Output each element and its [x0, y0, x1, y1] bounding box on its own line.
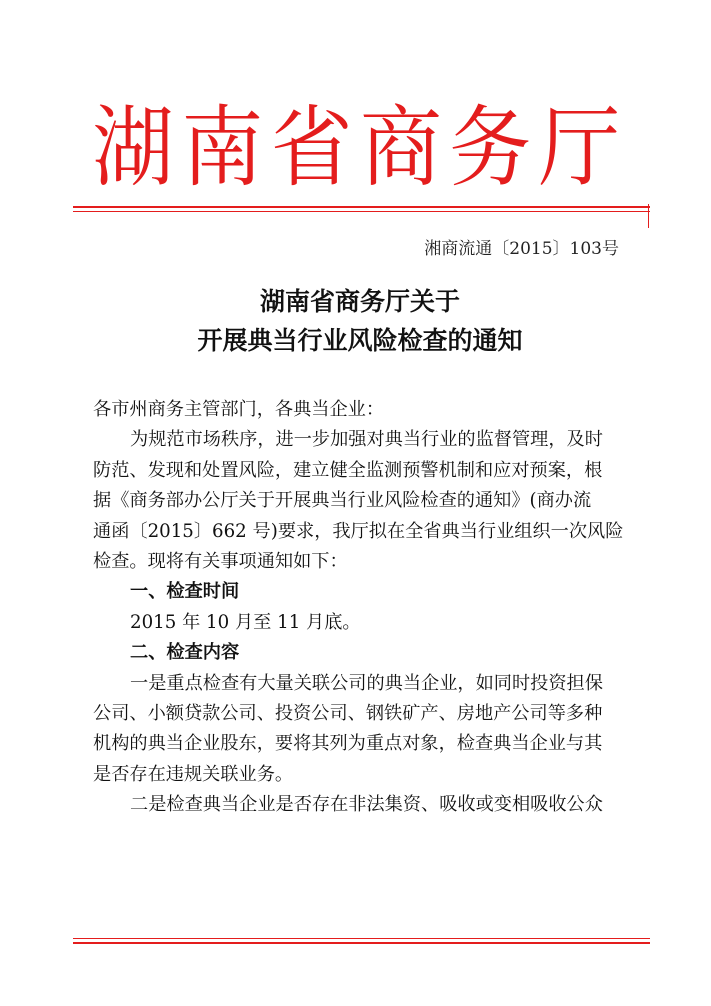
paragraph-line: 防范、发现和处置风险，建立健全监测预警机制和应对预案，根 — [93, 459, 603, 481]
salutation: 各市州商务主管部门，各典当企业： — [93, 399, 385, 420]
paragraph-line: 为规范市场秩序，进一步加强对典当行业的监督管理，及时 — [130, 429, 603, 451]
issuing-agency-header: 湖南省商务厅 — [92, 96, 628, 199]
footer-red-rule — [73, 942, 650, 944]
paragraph-line: 二是检查典当企业是否存在非法集资、吸收或变相吸收公众 — [130, 794, 603, 816]
document-body — [93, 395, 638, 821]
document-title-line-2: 开展典当行业风险检查的通知 — [197, 326, 523, 355]
paragraph-line: 公司、小额贷款公司、投资公司、钢铁矿产、房地产公司等多种 — [93, 703, 603, 725]
section-heading: 一、检查时间 — [130, 581, 240, 603]
header-rule-tick — [648, 204, 649, 228]
document-number: 湘商流通〔2015〕103号 — [424, 239, 619, 259]
paragraph-line: 检查。现将有关事项通知如下： — [93, 551, 348, 573]
header-red-rule — [73, 206, 650, 208]
header-red-rule-thin — [73, 211, 650, 212]
paragraph-line: 是否存在违规关联业务。 — [93, 763, 294, 785]
paragraph-line: 机构的典当企业股东，要将其列为重点对象，检查典当企业与其 — [93, 733, 603, 755]
paragraph-line: 一是重点检查有大量关联公司的典当企业，如同时投资担保 — [130, 672, 603, 694]
footer-red-rule-thin — [73, 938, 650, 939]
section-text: 2015 年 10 月至 11 月底。 — [130, 611, 361, 633]
document-title-line-1: 湖南省商务厅关于 — [259, 287, 460, 316]
paragraph-line: 据《商务部办公厅关于开展典当行业风险检查的通知》(商办流 — [93, 490, 592, 512]
section-heading: 二、检查内容 — [130, 642, 240, 664]
paragraph-line: 通函〔2015〕662 号)要求，我厅拟在全省典当行业组织一次风险 — [93, 520, 624, 542]
